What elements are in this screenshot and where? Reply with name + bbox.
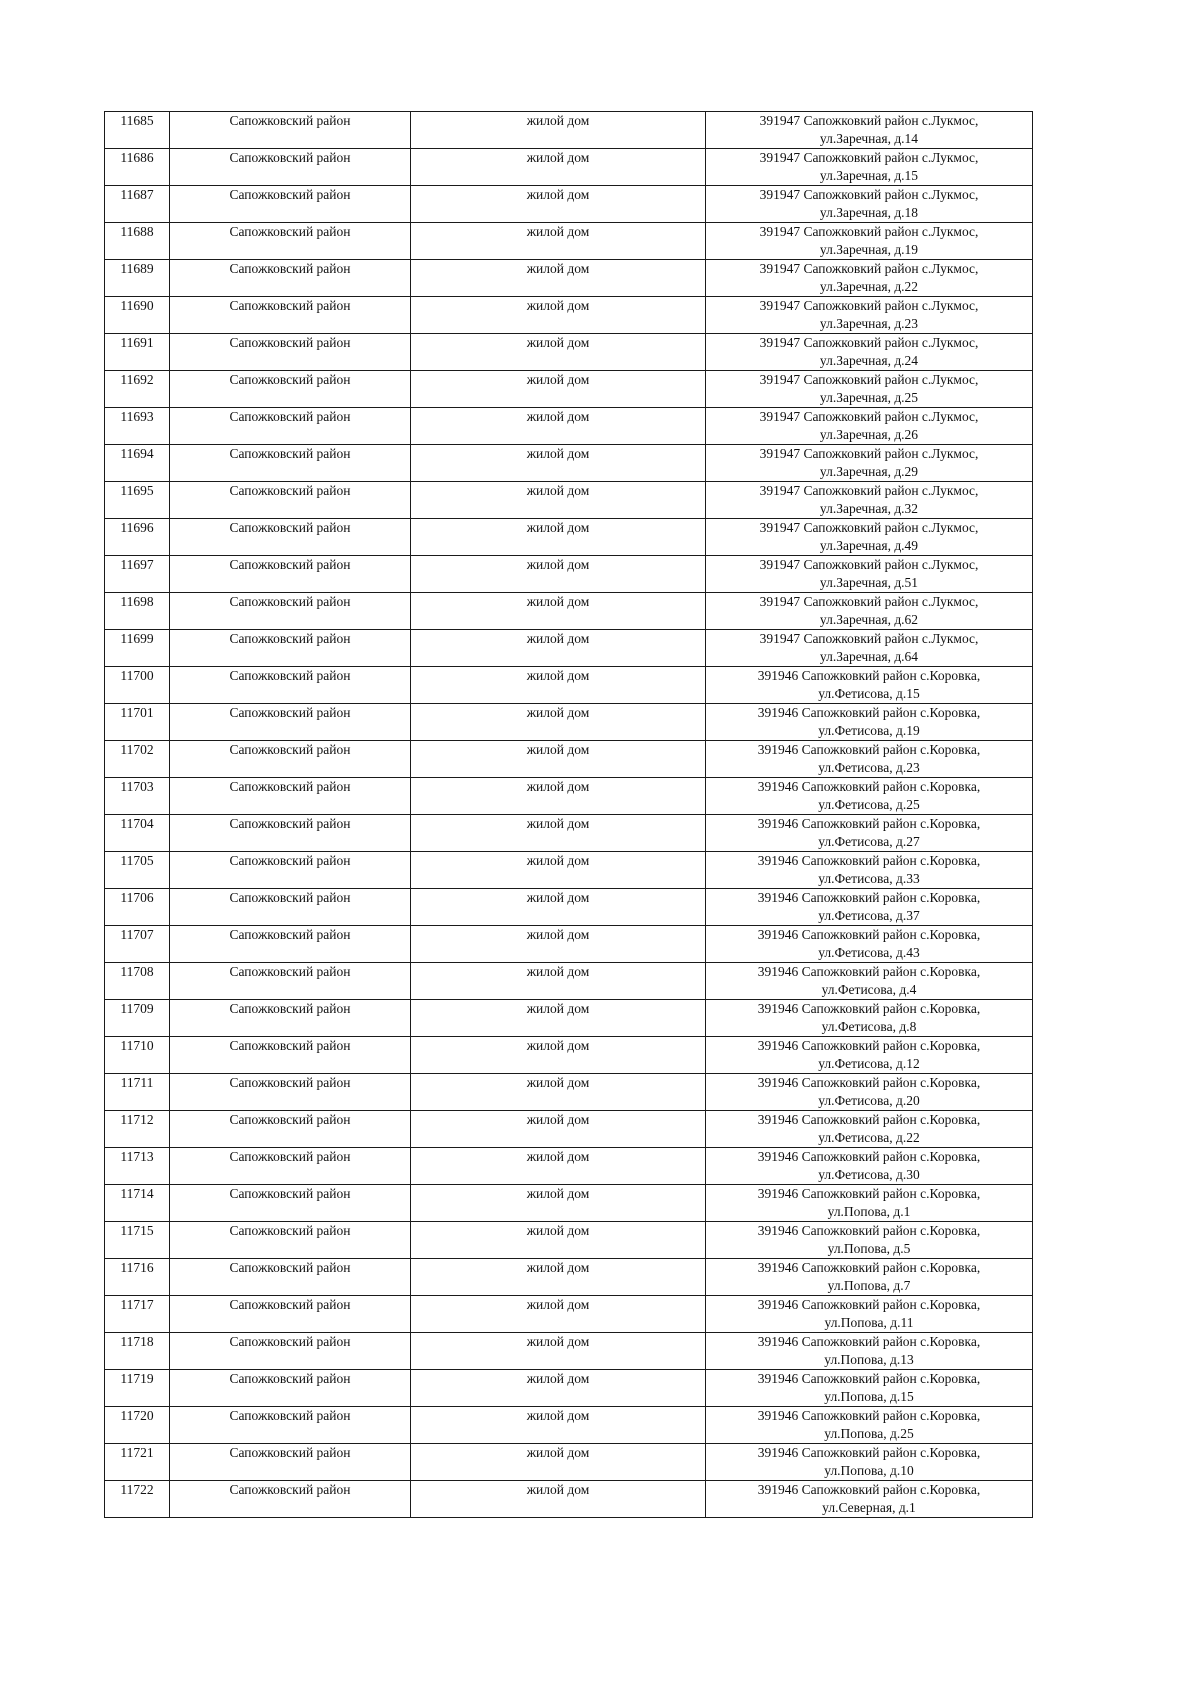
address-cell bbox=[706, 408, 1033, 445]
object-type-cell: жилой дом bbox=[411, 445, 706, 482]
object-type-cell: жилой дом bbox=[411, 1148, 706, 1185]
address-line-1: 391947 Сапожковкий район с.Лукмос, bbox=[759, 557, 979, 572]
address-cell bbox=[706, 815, 1033, 852]
address-line-2: ул.Попова, д.7 bbox=[827, 1278, 911, 1293]
table-row bbox=[105, 1111, 1033, 1148]
row-number-cell: 11697 bbox=[105, 556, 170, 593]
object-type-cell: жилой дом bbox=[411, 926, 706, 963]
object-type-cell: жилой дом bbox=[411, 1481, 706, 1518]
address-line-1: 391946 Сапожковкий район с.Коровка, bbox=[757, 1297, 981, 1312]
row-number-cell: 11712 bbox=[105, 1111, 170, 1148]
table-row bbox=[105, 741, 1033, 778]
object-type-cell: жилой дом bbox=[411, 778, 706, 815]
table-row bbox=[105, 1222, 1033, 1259]
address-line-2: ул.Фетисова, д.4 bbox=[821, 982, 917, 997]
address-line-2: ул.Заречная, д.51 bbox=[819, 575, 919, 590]
address-line-1: 391947 Сапожковкий район с.Лукмос, bbox=[759, 150, 979, 165]
address-cell bbox=[706, 1296, 1033, 1333]
object-type-cell: жилой дом bbox=[411, 593, 706, 630]
address-line-2: ул.Заречная, д.23 bbox=[819, 316, 919, 331]
table-row bbox=[105, 1333, 1033, 1370]
registry-table-body bbox=[105, 112, 1033, 1518]
row-number-cell: 11702 bbox=[105, 741, 170, 778]
table-row bbox=[105, 445, 1033, 482]
address-cell bbox=[706, 926, 1033, 963]
address-cell bbox=[706, 334, 1033, 371]
address-line-2: ул.Заречная, д.24 bbox=[819, 353, 919, 368]
address-line-1: 391946 Сапожковкий район с.Коровка, bbox=[757, 1334, 981, 1349]
table-row bbox=[105, 260, 1033, 297]
address-line-2: ул.Заречная, д.18 bbox=[819, 205, 919, 220]
address-line-1: 391947 Сапожковкий район с.Лукмос, bbox=[759, 298, 979, 313]
address-line-1: 391946 Сапожковкий район с.Коровка, bbox=[757, 1001, 981, 1016]
object-type-cell: жилой дом bbox=[411, 371, 706, 408]
table-row bbox=[105, 852, 1033, 889]
table-row bbox=[105, 815, 1033, 852]
address-line-2: ул.Заречная, д.49 bbox=[819, 538, 919, 553]
address-cell bbox=[706, 445, 1033, 482]
address-cell bbox=[706, 1333, 1033, 1370]
address-cell bbox=[706, 223, 1033, 260]
address-line-1: 391947 Сапожковкий район с.Лукмос, bbox=[759, 483, 979, 498]
address-cell bbox=[706, 260, 1033, 297]
table-row bbox=[105, 778, 1033, 815]
table-row bbox=[105, 334, 1033, 371]
address-line-1: 391946 Сапожковкий район с.Коровка, bbox=[757, 1223, 981, 1238]
address-line-2: ул.Фетисова, д.27 bbox=[818, 834, 920, 849]
table-row bbox=[105, 1296, 1033, 1333]
object-type-cell: жилой дом bbox=[411, 630, 706, 667]
row-number-cell: 11703 bbox=[105, 778, 170, 815]
address-line-2: ул.Фетисова, д.23 bbox=[818, 760, 920, 775]
district-cell: Сапожковский район bbox=[170, 112, 411, 149]
address-cell bbox=[706, 1000, 1033, 1037]
district-cell: Сапожковский район bbox=[170, 334, 411, 371]
district-cell: Сапожковский район bbox=[170, 223, 411, 260]
row-number-cell: 11698 bbox=[105, 593, 170, 630]
address-line-2: ул.Попова, д.10 bbox=[824, 1463, 914, 1478]
district-cell: Сапожковский район bbox=[170, 630, 411, 667]
address-line-2: ул.Попова, д.25 bbox=[824, 1426, 914, 1441]
object-type-cell: жилой дом bbox=[411, 334, 706, 371]
object-type-cell: жилой дом bbox=[411, 1222, 706, 1259]
object-type-cell: жилой дом bbox=[411, 963, 706, 1000]
table-row bbox=[105, 112, 1033, 149]
row-number-cell: 11694 bbox=[105, 445, 170, 482]
table-row bbox=[105, 186, 1033, 223]
address-line-2: ул.Фетисова, д.19 bbox=[818, 723, 920, 738]
row-number-cell: 11692 bbox=[105, 371, 170, 408]
district-cell: Сапожковский район bbox=[170, 556, 411, 593]
table-row bbox=[105, 963, 1033, 1000]
row-number-cell: 11715 bbox=[105, 1222, 170, 1259]
district-cell: Сапожковский район bbox=[170, 704, 411, 741]
row-number-cell: 11709 bbox=[105, 1000, 170, 1037]
address-line-2: ул.Попова, д.15 bbox=[824, 1389, 914, 1404]
address-cell bbox=[706, 112, 1033, 149]
object-type-cell: жилой дом bbox=[411, 815, 706, 852]
object-type-cell: жилой дом bbox=[411, 1296, 706, 1333]
object-type-cell: жилой дом bbox=[411, 1259, 706, 1296]
address-line-1: 391946 Сапожковкий район с.Коровка, bbox=[757, 1260, 981, 1275]
address-line-2: ул.Заречная, д.64 bbox=[819, 649, 919, 664]
district-cell: Сапожковский район bbox=[170, 186, 411, 223]
district-cell: Сапожковский район bbox=[170, 408, 411, 445]
table-row bbox=[105, 519, 1033, 556]
district-cell: Сапожковский район bbox=[170, 741, 411, 778]
object-type-cell: жилой дом bbox=[411, 519, 706, 556]
district-cell: Сапожковский район bbox=[170, 1333, 411, 1370]
object-type-cell: жилой дом bbox=[411, 112, 706, 149]
address-line-1: 391946 Сапожковкий район с.Коровка, bbox=[757, 1408, 981, 1423]
object-type-cell: жилой дом bbox=[411, 1444, 706, 1481]
row-number-cell: 11721 bbox=[105, 1444, 170, 1481]
address-line-1: 391946 Сапожковкий район с.Коровка, bbox=[757, 853, 981, 868]
table-row bbox=[105, 556, 1033, 593]
district-cell: Сапожковский район bbox=[170, 1000, 411, 1037]
table-row bbox=[105, 1481, 1033, 1518]
district-cell: Сапожковский район bbox=[170, 1222, 411, 1259]
address-line-1: 391946 Сапожковкий район с.Коровка, bbox=[757, 742, 981, 757]
row-number-cell: 11720 bbox=[105, 1407, 170, 1444]
row-number-cell: 11705 bbox=[105, 852, 170, 889]
address-line-1: 391946 Сапожковкий район с.Коровка, bbox=[757, 1482, 981, 1497]
address-line-2: ул.Попова, д.1 bbox=[827, 1204, 911, 1219]
address-line-2: ул.Заречная, д.25 bbox=[819, 390, 919, 405]
object-type-cell: жилой дом bbox=[411, 1074, 706, 1111]
address-cell bbox=[706, 149, 1033, 186]
row-number-cell: 11695 bbox=[105, 482, 170, 519]
table-row bbox=[105, 1074, 1033, 1111]
object-type-cell: жилой дом bbox=[411, 1037, 706, 1074]
table-row bbox=[105, 889, 1033, 926]
table-row bbox=[105, 1148, 1033, 1185]
row-number-cell: 11704 bbox=[105, 815, 170, 852]
address-line-1: 391947 Сапожковкий район с.Лукмос, bbox=[759, 113, 979, 128]
address-line-2: ул.Фетисова, д.25 bbox=[818, 797, 920, 812]
table-row bbox=[105, 704, 1033, 741]
district-cell: Сапожковский район bbox=[170, 260, 411, 297]
object-type-cell: жилой дом bbox=[411, 667, 706, 704]
address-cell bbox=[706, 1444, 1033, 1481]
district-cell: Сапожковский район bbox=[170, 1370, 411, 1407]
district-cell: Сапожковский район bbox=[170, 815, 411, 852]
object-type-cell: жилой дом bbox=[411, 297, 706, 334]
address-line-1: 391946 Сапожковкий район с.Коровка, bbox=[757, 816, 981, 831]
address-line-1: 391947 Сапожковкий район с.Лукмос, bbox=[759, 520, 979, 535]
address-line-2: ул.Фетисова, д.12 bbox=[818, 1056, 920, 1071]
address-line-1: 391946 Сапожковкий район с.Коровка, bbox=[757, 927, 981, 942]
address-line-2: ул.Фетисова, д.22 bbox=[818, 1130, 920, 1145]
row-number-cell: 11706 bbox=[105, 889, 170, 926]
address-cell bbox=[706, 593, 1033, 630]
district-cell: Сапожковский район bbox=[170, 1259, 411, 1296]
address-line-1: 391946 Сапожковкий район с.Коровка, bbox=[757, 1186, 981, 1201]
address-line-2: ул.Фетисова, д.15 bbox=[818, 686, 920, 701]
district-cell: Сапожковский район bbox=[170, 482, 411, 519]
address-line-2: ул.Заречная, д.26 bbox=[819, 427, 919, 442]
district-cell: Сапожковский район bbox=[170, 1185, 411, 1222]
address-cell bbox=[706, 1407, 1033, 1444]
district-cell: Сапожковский район bbox=[170, 1481, 411, 1518]
address-line-2: ул.Заречная, д.14 bbox=[819, 131, 919, 146]
address-line-1: 391947 Сапожковкий район с.Лукмос, bbox=[759, 187, 979, 202]
table-row bbox=[105, 593, 1033, 630]
row-number-cell: 11689 bbox=[105, 260, 170, 297]
district-cell: Сапожковский район bbox=[170, 926, 411, 963]
address-cell bbox=[706, 852, 1033, 889]
object-type-cell: жилой дом bbox=[411, 1000, 706, 1037]
district-cell: Сапожковский район bbox=[170, 1111, 411, 1148]
row-number-cell: 11699 bbox=[105, 630, 170, 667]
table-row bbox=[105, 408, 1033, 445]
address-line-2: ул.Попова, д.13 bbox=[824, 1352, 914, 1367]
object-type-cell: жилой дом bbox=[411, 482, 706, 519]
address-cell bbox=[706, 1185, 1033, 1222]
object-type-cell: жилой дом bbox=[411, 852, 706, 889]
table-row bbox=[105, 297, 1033, 334]
address-line-1: 391947 Сапожковкий район с.Лукмос, bbox=[759, 224, 979, 239]
table-row bbox=[105, 223, 1033, 260]
row-number-cell: 11717 bbox=[105, 1296, 170, 1333]
object-type-cell: жилой дом bbox=[411, 408, 706, 445]
address-cell bbox=[706, 778, 1033, 815]
district-cell: Сапожковский район bbox=[170, 667, 411, 704]
address-cell bbox=[706, 963, 1033, 1000]
district-cell: Сапожковский район bbox=[170, 519, 411, 556]
address-line-1: 391947 Сапожковкий район с.Лукмос, bbox=[759, 372, 979, 387]
address-cell bbox=[706, 741, 1033, 778]
address-line-1: 391946 Сапожковкий район с.Коровка, bbox=[757, 668, 981, 683]
object-type-cell: жилой дом bbox=[411, 223, 706, 260]
row-number-cell: 11688 bbox=[105, 223, 170, 260]
district-cell: Сапожковский район bbox=[170, 852, 411, 889]
address-cell bbox=[706, 186, 1033, 223]
address-line-2: ул.Заречная, д.62 bbox=[819, 612, 919, 627]
row-number-cell: 11687 bbox=[105, 186, 170, 223]
district-cell: Сапожковский район bbox=[170, 371, 411, 408]
table-row bbox=[105, 1444, 1033, 1481]
address-line-1: 391947 Сапожковкий район с.Лукмос, bbox=[759, 409, 979, 424]
object-type-cell: жилой дом bbox=[411, 149, 706, 186]
object-type-cell: жилой дом bbox=[411, 1333, 706, 1370]
object-type-cell: жилой дом bbox=[411, 186, 706, 223]
row-number-cell: 11718 bbox=[105, 1333, 170, 1370]
address-line-1: 391947 Сапожковкий район с.Лукмос, bbox=[759, 446, 979, 461]
address-line-2: ул.Фетисова, д.30 bbox=[818, 1167, 920, 1182]
district-cell: Сапожковский район bbox=[170, 445, 411, 482]
address-line-1: 391946 Сапожковкий район с.Коровка, bbox=[757, 964, 981, 979]
district-cell: Сапожковский район bbox=[170, 1296, 411, 1333]
table-row bbox=[105, 1037, 1033, 1074]
district-cell: Сапожковский район bbox=[170, 778, 411, 815]
row-number-cell: 11711 bbox=[105, 1074, 170, 1111]
address-line-1: 391946 Сапожковкий район с.Коровка, bbox=[757, 890, 981, 905]
address-line-2: ул.Заречная, д.29 bbox=[819, 464, 919, 479]
row-number-cell: 11686 bbox=[105, 149, 170, 186]
row-number-cell: 11722 bbox=[105, 1481, 170, 1518]
object-type-cell: жилой дом bbox=[411, 1111, 706, 1148]
address-line-1: 391946 Сапожковкий район с.Коровка, bbox=[757, 1075, 981, 1090]
table-row bbox=[105, 1259, 1033, 1296]
district-cell: Сапожковский район bbox=[170, 1037, 411, 1074]
address-line-2: ул.Фетисова, д.8 bbox=[821, 1019, 917, 1034]
address-cell bbox=[706, 482, 1033, 519]
address-line-1: 391947 Сапожковкий район с.Лукмос, bbox=[759, 631, 979, 646]
address-cell bbox=[706, 297, 1033, 334]
district-cell: Сапожковский район bbox=[170, 297, 411, 334]
row-number-cell: 11716 bbox=[105, 1259, 170, 1296]
address-line-1: 391946 Сапожковкий район с.Коровка, bbox=[757, 1149, 981, 1164]
row-number-cell: 11708 bbox=[105, 963, 170, 1000]
address-line-1: 391947 Сапожковкий район с.Лукмос, bbox=[759, 335, 979, 350]
table-row bbox=[105, 1000, 1033, 1037]
address-cell bbox=[706, 1148, 1033, 1185]
address-cell bbox=[706, 630, 1033, 667]
address-cell bbox=[706, 1259, 1033, 1296]
table-row bbox=[105, 1185, 1033, 1222]
address-line-2: ул.Заречная, д.19 bbox=[819, 242, 919, 257]
row-number-cell: 11719 bbox=[105, 1370, 170, 1407]
address-line-2: ул.Фетисова, д.37 bbox=[818, 908, 920, 923]
table-row bbox=[105, 926, 1033, 963]
object-type-cell: жилой дом bbox=[411, 1407, 706, 1444]
object-type-cell: жилой дом bbox=[411, 556, 706, 593]
address-line-1: 391946 Сапожковкий район с.Коровка, bbox=[757, 779, 981, 794]
row-number-cell: 11713 bbox=[105, 1148, 170, 1185]
address-line-1: 391946 Сапожковкий район с.Коровка, bbox=[757, 1112, 981, 1127]
row-number-cell: 11693 bbox=[105, 408, 170, 445]
address-line-1: 391946 Сапожковкий район с.Коровка, bbox=[757, 705, 981, 720]
table-row bbox=[105, 371, 1033, 408]
address-cell bbox=[706, 1111, 1033, 1148]
district-cell: Сапожковский район bbox=[170, 1074, 411, 1111]
district-cell: Сапожковский район bbox=[170, 1407, 411, 1444]
row-number-cell: 11696 bbox=[105, 519, 170, 556]
table-row bbox=[105, 1370, 1033, 1407]
address-cell bbox=[706, 704, 1033, 741]
address-cell bbox=[706, 1074, 1033, 1111]
table-row bbox=[105, 1407, 1033, 1444]
object-type-cell: жилой дом bbox=[411, 741, 706, 778]
row-number-cell: 11714 bbox=[105, 1185, 170, 1222]
row-number-cell: 11691 bbox=[105, 334, 170, 371]
address-cell bbox=[706, 1481, 1033, 1518]
address-line-2: ул.Заречная, д.15 bbox=[819, 168, 919, 183]
address-line-1: 391946 Сапожковкий район с.Коровка, bbox=[757, 1371, 981, 1386]
row-number-cell: 11685 bbox=[105, 112, 170, 149]
object-type-cell: жилой дом bbox=[411, 260, 706, 297]
district-cell: Сапожковский район bbox=[170, 1444, 411, 1481]
row-number-cell: 11707 bbox=[105, 926, 170, 963]
object-type-cell: жилой дом bbox=[411, 704, 706, 741]
district-cell: Сапожковский район bbox=[170, 889, 411, 926]
row-number-cell: 11701 bbox=[105, 704, 170, 741]
address-cell bbox=[706, 556, 1033, 593]
table-row bbox=[105, 482, 1033, 519]
table-row bbox=[105, 667, 1033, 704]
row-number-cell: 11700 bbox=[105, 667, 170, 704]
object-type-cell: жилой дом bbox=[411, 889, 706, 926]
row-number-cell: 11710 bbox=[105, 1037, 170, 1074]
address-cell bbox=[706, 889, 1033, 926]
object-type-cell: жилой дом bbox=[411, 1370, 706, 1407]
address-line-2: ул.Северная, д.1 bbox=[822, 1500, 916, 1515]
address-line-2: ул.Заречная, д.32 bbox=[819, 501, 919, 516]
address-line-2: ул.Фетисова, д.43 bbox=[818, 945, 920, 960]
address-cell bbox=[706, 519, 1033, 556]
table-row bbox=[105, 630, 1033, 667]
address-cell bbox=[706, 1370, 1033, 1407]
address-line-1: 391947 Сапожковкий район с.Лукмос, bbox=[759, 261, 979, 276]
address-line-2: ул.Фетисова, д.20 bbox=[818, 1093, 920, 1108]
address-line-1: 391947 Сапожковкий район с.Лукмос, bbox=[759, 594, 979, 609]
address-line-1: 391946 Сапожковкий район с.Коровка, bbox=[757, 1445, 981, 1460]
address-cell bbox=[706, 1037, 1033, 1074]
district-cell: Сапожковский район bbox=[170, 593, 411, 630]
row-number-cell: 11690 bbox=[105, 297, 170, 334]
address-line-1: 391946 Сапожковкий район с.Коровка, bbox=[757, 1038, 981, 1053]
district-cell: Сапожковский район bbox=[170, 149, 411, 186]
address-line-2: ул.Заречная, д.22 bbox=[819, 279, 919, 294]
district-cell: Сапожковский район bbox=[170, 1148, 411, 1185]
address-cell bbox=[706, 371, 1033, 408]
address-line-2: ул.Попова, д.5 bbox=[827, 1241, 911, 1256]
address-cell bbox=[706, 667, 1033, 704]
address-line-2: ул.Попова, д.11 bbox=[824, 1315, 914, 1330]
table-row bbox=[105, 149, 1033, 186]
district-cell: Сапожковский район bbox=[170, 963, 411, 1000]
object-type-cell: жилой дом bbox=[411, 1185, 706, 1222]
registry-table bbox=[104, 111, 1033, 1518]
address-line-2: ул.Фетисова, д.33 bbox=[818, 871, 920, 886]
address-cell bbox=[706, 1222, 1033, 1259]
